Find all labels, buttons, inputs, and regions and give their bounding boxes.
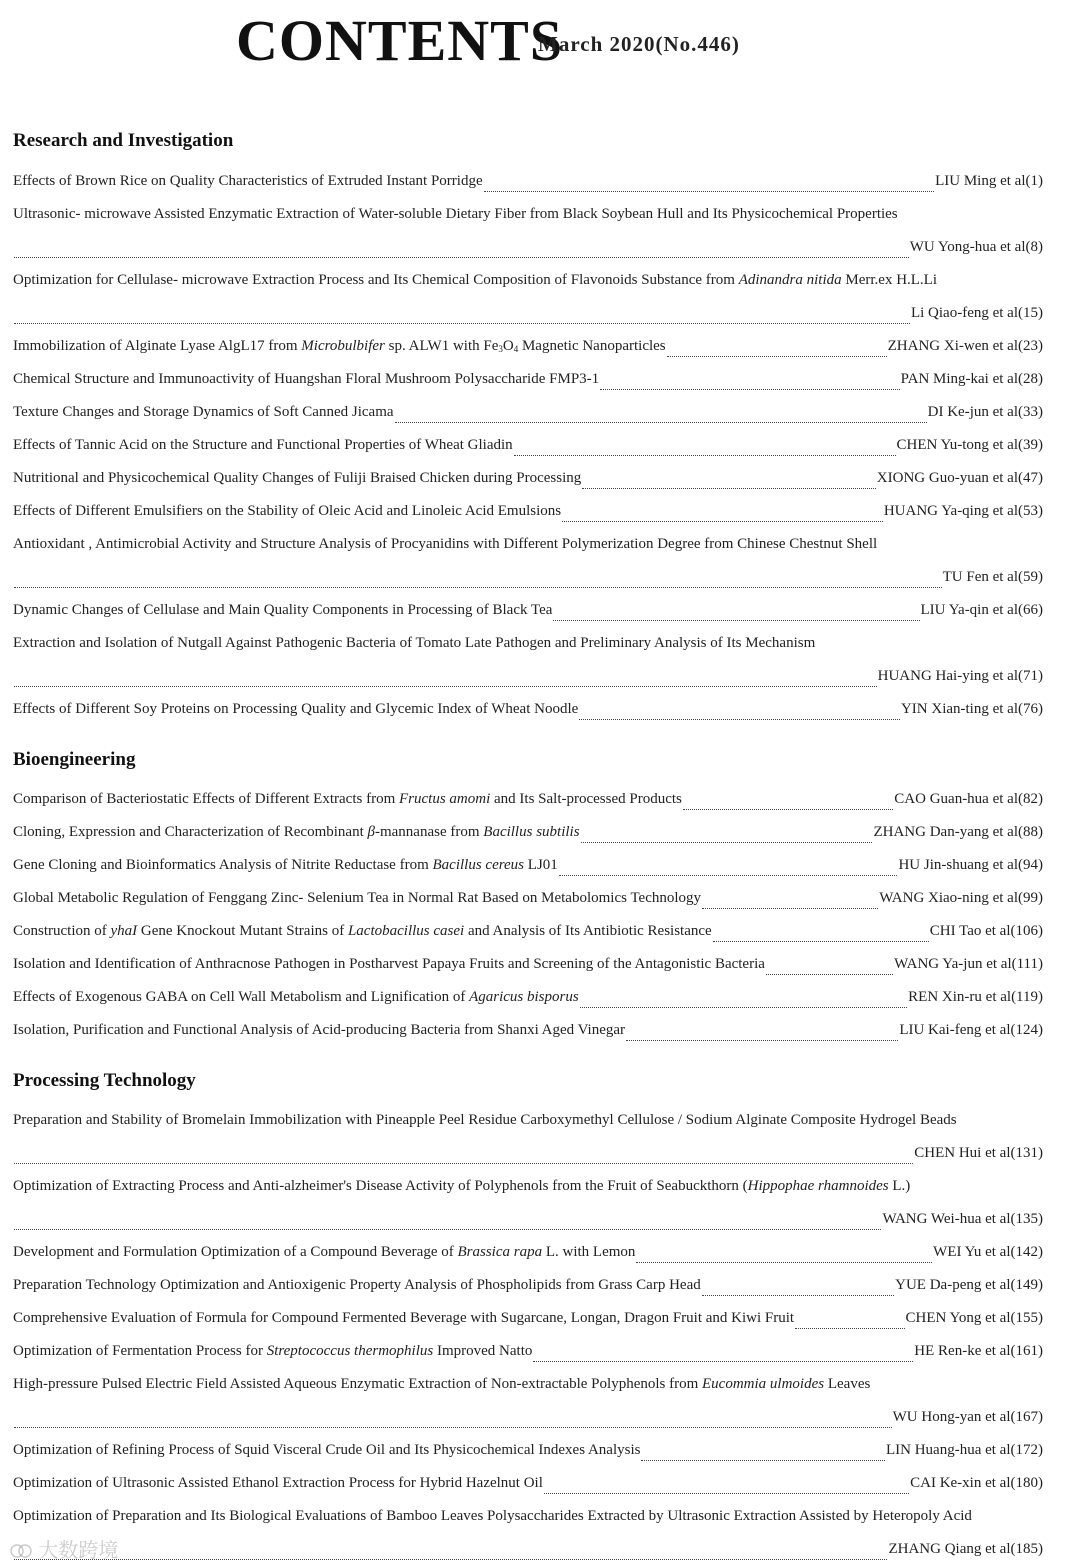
- entry-title-part: Leaves: [824, 1376, 871, 1392]
- leader-dots: [667, 356, 887, 357]
- entry-author: TU Fen et al(59): [942, 569, 1043, 585]
- section-heading-bioengineering: Bioengineering: [13, 749, 136, 770]
- entry-title: [13, 338, 666, 355]
- toc-entry[interactable]: [13, 668, 1043, 690]
- toc-entry[interactable]: [13, 701, 1043, 723]
- entry-author: CAO Guan-hua et al(82): [894, 791, 1043, 807]
- entry-author: WEI Yu et al(142): [933, 1244, 1043, 1260]
- entry-title-italic: Bacillus cereus: [432, 857, 525, 873]
- toc-entry[interactable]: [13, 1409, 1043, 1431]
- toc-entry[interactable]: [13, 1343, 1043, 1365]
- toc-entry[interactable]: [13, 239, 1043, 261]
- entry-author: CAI Ke-xin et al(180): [910, 1475, 1043, 1491]
- leader-dots: [582, 488, 876, 489]
- toc-entry[interactable]: [13, 305, 1043, 327]
- entry-title: Effects of Different Emulsifiers on the Stability of Oleic Acid and Linoleic Acid Emulsions: [13, 503, 562, 519]
- entry-title: [13, 1244, 635, 1261]
- entry-author: ZHANG Qiang et al(185): [888, 1541, 1043, 1557]
- entry-title-part: Immobilization of Alginate Lyase AlgL17 from: [13, 338, 302, 354]
- entry-title-italic: Bacillus subtilis: [483, 824, 580, 840]
- entry-title-italic: β: [367, 824, 375, 840]
- entry-author: HE Ren-ke et al(161): [914, 1343, 1043, 1359]
- leader-dots: [581, 842, 873, 843]
- entry-author: WU Hong-yan et al(167): [892, 1409, 1043, 1425]
- entry-title-part: Effects of Exogenous GABA on Cell Wall Metabolism and Lignification of: [13, 989, 470, 1005]
- leader-dots: [14, 1427, 892, 1428]
- leader-dots: [713, 941, 929, 942]
- leader-dots: [641, 1460, 885, 1461]
- entry-author: YIN Xian-ting et al(76): [900, 701, 1043, 717]
- leader-dots: [544, 1493, 909, 1494]
- entry-title: [13, 824, 580, 841]
- page-header: [0, 0, 1080, 80]
- toc-entry[interactable]: [13, 1442, 1043, 1464]
- entry-title-part: sp. ALW1 with Fe: [384, 338, 499, 354]
- toc-entry-title-line[interactable]: Extraction and Isolation of Nutgall Against Pathogenic Bacteria of Tomato Late Pathogen and Preliminary Analysis of Its Mechanism: [13, 635, 816, 651]
- leader-dots: [14, 257, 909, 258]
- entry-title: Isolation and Identification of Anthracnose Pathogen in Postharvest Papaya Fruits and Screening of the Antagonistic Bacteria: [13, 956, 765, 972]
- toc-entry[interactable]: [13, 404, 1043, 426]
- leader-dots: [562, 521, 883, 522]
- toc-entry-title-line[interactable]: Antioxidant , Antimicrobial Activity and Structure Analysis of Procyanidins with Different Polymerization Degree from Chinese Chestnut Shell: [13, 536, 878, 552]
- entry-title-part: Gene Knockout Mutant Strains of: [137, 923, 348, 939]
- watermark-text: 大数跨境: [38, 1538, 119, 1562]
- entry-title-part: L.): [888, 1178, 911, 1194]
- entry-title-italic: Lactobacillus casei: [347, 923, 465, 939]
- entry-author: HUANG Ya-qing et al(53): [883, 503, 1043, 519]
- subscript: 3: [498, 344, 503, 354]
- entry-title-part: Magnetic Nanoparticles: [518, 338, 666, 354]
- toc-entry[interactable]: [13, 371, 1043, 393]
- toc-entry[interactable]: [13, 602, 1043, 624]
- entry-author: LIU Ming et al(1): [935, 173, 1043, 189]
- leader-dots: [795, 1328, 904, 1329]
- entry-author: PAN Ming-kai et al(28): [900, 371, 1043, 387]
- entry-title: Effects of Brown Rice on Quality Characteristics of Extruded Instant Porridge: [13, 173, 483, 189]
- leader-dots: [14, 587, 942, 588]
- leader-dots: [702, 908, 878, 909]
- entry-author: WU Yong-hua et al(8): [909, 239, 1043, 255]
- toc-entry[interactable]: [13, 824, 1043, 846]
- leader-dots: [626, 1040, 898, 1041]
- issue-date: March 2020(No.446): [538, 32, 740, 56]
- entry-title-part: Cloning, Expression and Characterization of Recombinant: [13, 824, 368, 840]
- entry-title: Texture Changes and Storage Dynamics of Soft Canned Jicama: [13, 404, 394, 420]
- entry-title-part: -mannanase from: [374, 824, 484, 840]
- entry-title: Chemical Structure and Immunoactivity of Huangshan Floral Mushroom Polysaccharide FMP3-1: [13, 371, 600, 387]
- toc-entry-title-line[interactable]: Optimization of Preparation and Its Biological Evaluations of Bamboo Leaves Polysaccharides Extracted by Ultrasonic Extraction Assisted by Heteropoly Acid: [13, 1508, 972, 1524]
- leader-dots: [14, 323, 910, 324]
- entry-author: YUE Da-peng et al(149): [895, 1277, 1043, 1293]
- entry-title-italic: Microbulbifer: [301, 338, 385, 354]
- entry-title: Global Metabolic Regulation of Fenggang Zinc- Selenium Tea in Normal Rat Based on Metabolomics Technology: [13, 890, 702, 906]
- entry-title: [13, 1343, 532, 1360]
- entry-title: Effects of Tannic Acid on the Structure and Functional Properties of Wheat Gliadin: [13, 437, 513, 453]
- toc-entry[interactable]: [13, 1211, 1043, 1233]
- entry-title-part: High-pressure Pulsed Electric Field Assisted Aqueous Enzymatic Extraction of Non-extractable Polyphenols from: [13, 1376, 703, 1392]
- entry-author: CHEN Yong et al(155): [905, 1310, 1043, 1326]
- toc-entry[interactable]: [13, 1310, 1043, 1332]
- entry-title-italic: Fructus amomi: [399, 791, 491, 807]
- toc-entry[interactable]: [13, 503, 1043, 525]
- entry-title: Comprehensive Evaluation of Formula for Compound Fermented Beverage with Sugarcane, Longan, Dragon Fruit and Kiwi Fruit: [13, 1310, 795, 1326]
- toc-entry[interactable]: [13, 1475, 1043, 1497]
- subscript: 4: [513, 344, 519, 354]
- toc-entry[interactable]: [13, 989, 1043, 1011]
- toc-entry[interactable]: [13, 173, 1043, 195]
- toc-entry-title-line[interactable]: Preparation and Stability of Bromelain Immobilization with Pineapple Peel Residue Carboxymethyl Cellulose / Sodium Alginate Composite Hydrogel Beads: [13, 1112, 957, 1128]
- entry-title-italic: Brassica rapa: [457, 1244, 543, 1260]
- leader-dots: [579, 719, 900, 720]
- toc-entry[interactable]: [13, 791, 1043, 813]
- entry-title: Optimization of Ultrasonic Assisted Ethanol Extraction Process for Hybrid Hazelnut Oil: [13, 1475, 543, 1491]
- toc-entry[interactable]: [13, 1145, 1043, 1167]
- entry-author: REN Xin-ru et al(119): [908, 989, 1043, 1005]
- toc-entry[interactable]: [13, 1022, 1043, 1044]
- entry-title-italic: Streptococcus thermophilus: [266, 1343, 434, 1359]
- entry-title: Effects of Different Soy Proteins on Processing Quality and Glycemic Index of Wheat Noodle: [13, 701, 579, 717]
- entry-author: LIU Ya-qin et al(66): [920, 602, 1043, 618]
- entry-title: [13, 989, 579, 1006]
- entry-title: [13, 923, 712, 940]
- toc-entry-title-line[interactable]: [13, 1178, 910, 1195]
- entry-author: HU Jin-shuang et al(94): [898, 857, 1043, 873]
- leader-dots: [14, 1163, 913, 1164]
- entry-title-italic: yhaI: [110, 923, 138, 939]
- leader-dots: [533, 1361, 913, 1362]
- entry-title-part: and Analysis of Its Antibiotic Resistance: [464, 923, 712, 939]
- entry-title: [13, 791, 682, 808]
- section-heading-processing: Processing Technology: [13, 1070, 196, 1091]
- toc-entry[interactable]: [13, 956, 1043, 978]
- toc-entry-title-line[interactable]: [13, 272, 937, 289]
- entry-author: Li Qiao-feng et al(15): [910, 305, 1043, 321]
- toc-entry[interactable]: [13, 569, 1043, 591]
- entry-title-part: Development and Formulation Optimization of a Compound Beverage of: [13, 1244, 458, 1260]
- watermark-logo: [10, 1534, 118, 1563]
- leader-dots: [14, 686, 877, 687]
- entry-title-part: Improved Natto: [433, 1343, 533, 1359]
- entry-title: [13, 857, 558, 874]
- leader-dots: [559, 875, 898, 876]
- leader-dots: [14, 1559, 887, 1560]
- toc-entry[interactable]: [13, 470, 1043, 492]
- entry-title: Preparation Technology Optimization and Antioxigenic Property Analysis of Phospholipids from Grass Carp Head: [13, 1277, 701, 1293]
- entry-author: LIN Huang-hua et al(172): [885, 1442, 1043, 1458]
- entry-author: CHEN Hui et al(131): [914, 1145, 1043, 1161]
- leader-dots: [683, 809, 893, 810]
- entry-title-part: Optimization for Cellulase- microwave Extraction Process and Its Chemical Composition of Flavonoids Substance from: [13, 272, 739, 288]
- entry-title-italic: Eucommia ulmoides: [702, 1376, 825, 1392]
- toc-entry[interactable]: [13, 1277, 1043, 1299]
- toc-entry[interactable]: [13, 1541, 1043, 1563]
- leader-dots: [766, 974, 893, 975]
- entry-title: Dynamic Changes of Cellulase and Main Quality Components in Processing of Black Tea: [13, 602, 553, 618]
- toc-entry[interactable]: [13, 338, 1043, 360]
- entry-author: ZHANG Xi-wen et al(23): [887, 338, 1043, 354]
- entry-author: XIONG Guo-yuan et al(47): [876, 470, 1043, 486]
- toc-entry-title-line[interactable]: [13, 1376, 870, 1393]
- entry-author: CHEN Yu-tong et al(39): [896, 437, 1043, 453]
- toc-entry-title-line[interactable]: Ultrasonic- microwave Assisted Enzymatic Extraction of Water-soluble Dietary Fiber from Black Soybean Hull and Its Physicochemical Properties: [13, 206, 898, 222]
- entry-title-part: O: [502, 338, 514, 354]
- entry-title-italic: Adinandra nitida: [738, 272, 842, 288]
- leader-dots: [14, 1229, 881, 1230]
- leader-dots: [580, 1007, 907, 1008]
- entry-title-italic: Hippophae rhamnoides: [747, 1178, 889, 1194]
- toc-entry[interactable]: [13, 437, 1043, 459]
- toc-entry[interactable]: [13, 923, 1043, 945]
- entry-author: DI Ke-jun et al(33): [927, 404, 1043, 420]
- section-heading-research: Research and Investigation: [13, 130, 234, 151]
- toc-entry[interactable]: [13, 857, 1043, 879]
- toc-entry[interactable]: [13, 890, 1043, 912]
- toc-entry[interactable]: [13, 1244, 1043, 1266]
- leader-dots: [553, 620, 919, 621]
- page-title: CONTENTS: [236, 8, 564, 73]
- watermark-icon: [10, 1543, 32, 1559]
- entry-author: CHI Tao et al(106): [929, 923, 1043, 939]
- entry-author: WANG Wei-hua et al(135): [882, 1211, 1043, 1227]
- entry-title-part: Comparison of Bacteriostatic Effects of Different Extracts from: [13, 791, 399, 807]
- entry-title: Isolation, Purification and Functional Analysis of Acid-producing Bacteria from Shanxi Aged Vinegar: [13, 1022, 626, 1038]
- entry-author: LIU Kai-feng et al(124): [899, 1022, 1043, 1038]
- entry-title-part: and Its Salt-processed Products: [490, 791, 682, 807]
- entry-author: HUANG Hai-ying et al(71): [877, 668, 1043, 684]
- entry-title-italic: Agaricus bisporus: [469, 989, 579, 1005]
- entry-author: ZHANG Dan-yang et al(88): [873, 824, 1043, 840]
- entry-author: WANG Xiao-ning et al(99): [879, 890, 1043, 906]
- entry-title-part: L. with Lemon: [542, 1244, 636, 1260]
- entry-author: WANG Ya-jun et al(111): [894, 956, 1043, 972]
- entry-title-part: Optimization of Fermentation Process for: [13, 1343, 267, 1359]
- entry-title-part: Merr.ex H.L.Li: [841, 272, 938, 288]
- leader-dots: [636, 1262, 932, 1263]
- leader-dots: [514, 455, 896, 456]
- entry-title: Optimization of Refining Process of Squid Visceral Crude Oil and Its Physicochemical Indexes Analysis: [13, 1442, 641, 1458]
- leader-dots: [484, 191, 935, 192]
- leader-dots: [702, 1295, 894, 1296]
- leader-dots: [600, 389, 899, 390]
- leader-dots: [395, 422, 927, 423]
- entry-title-part: Construction of: [13, 923, 111, 939]
- entry-title-part: Gene Cloning and Bioinformatics Analysis of Nitrite Reductase from: [13, 857, 433, 873]
- entry-title: Nutritional and Physicochemical Quality Changes of Fuliji Braised Chicken during Processing: [13, 470, 582, 486]
- entry-title-part: Optimization of Extracting Process and Anti-alzheimer's Disease Activity of Polyphenols from the Fruit of Seabuckthorn (: [13, 1178, 748, 1194]
- entry-title-part: LJ01: [524, 857, 558, 873]
